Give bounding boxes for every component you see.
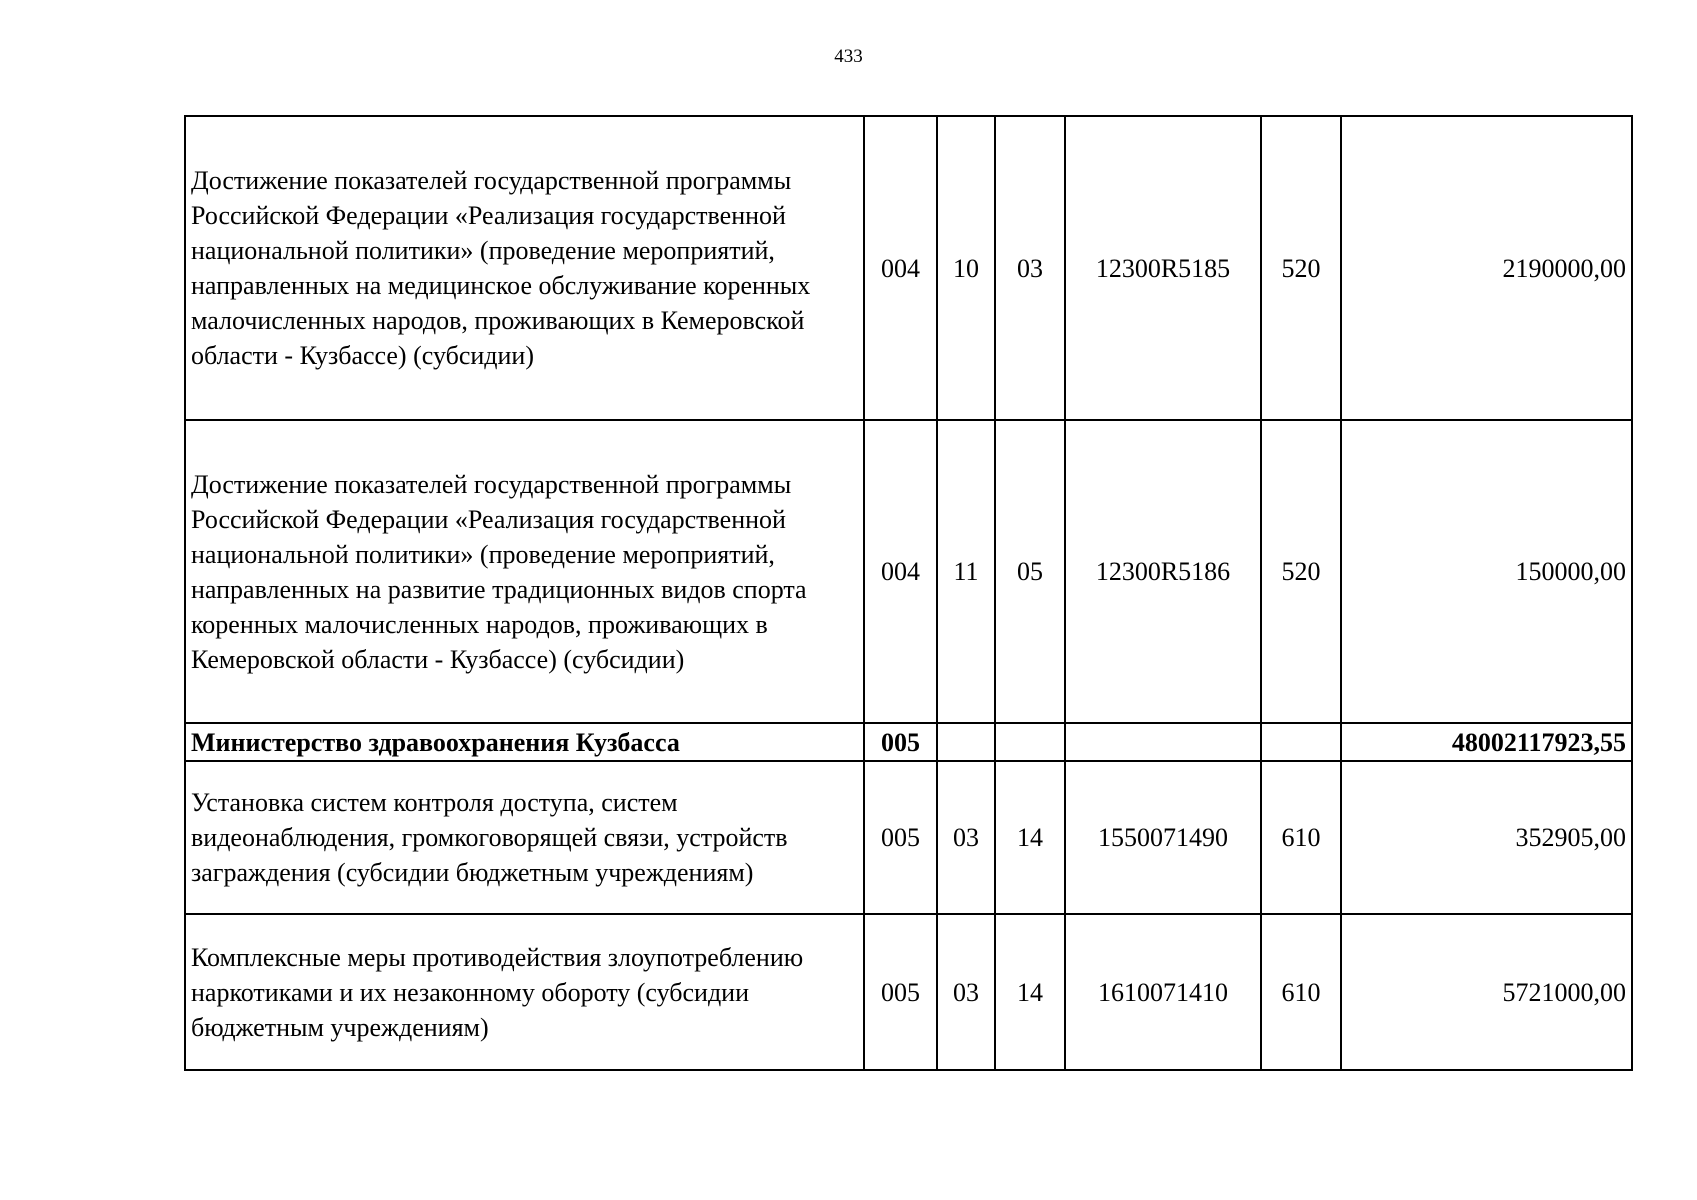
subsection-code: 14 [995,914,1065,1070]
amount: 352905,00 [1341,761,1632,914]
target-article-code: 12300R5185 [1065,116,1261,420]
target-article-code: 1610071410 [1065,914,1261,1070]
amount: 2190000,00 [1341,116,1632,420]
table-row [185,914,1632,1070]
section-code: 11 [937,420,995,723]
amount: 150000,00 [1341,420,1632,723]
amount: 48002117923,55 [1341,723,1632,761]
row-description: Министерство здравоохранения Кузбасса [185,723,864,761]
section-code: 10 [937,116,995,420]
table-row [185,420,1632,723]
expense-type-code [1261,723,1341,761]
page-number: 433 [834,46,863,67]
expense-type-code: 520 [1261,116,1341,420]
table-row [185,116,1632,420]
budget-table [184,115,1633,1071]
subsection-code: 03 [995,116,1065,420]
subsection-code: 14 [995,761,1065,914]
target-article-code: 12300R5186 [1065,420,1261,723]
section-code: 03 [937,914,995,1070]
ministry-code: 004 [864,420,937,723]
expense-type-code: 610 [1261,761,1341,914]
target-article-code [1065,723,1261,761]
ministry-code: 005 [864,914,937,1070]
amount: 5721000,00 [1341,914,1632,1070]
target-article-code: 1550071490 [1065,761,1261,914]
expense-type-code: 610 [1261,914,1341,1070]
subsection-code: 05 [995,420,1065,723]
ministry-code: 004 [864,116,937,420]
row-description: Достижение показателей государственной программы Российской Федерации «Реализация государственной национальной политики» (проведение мероприятий, направленных на медицинское обслуживание коренных малочисленных народов, проживающих в Кемеровской области - Кузбассе) (субсидии) [185,116,864,420]
table-row [185,761,1632,914]
row-description: Комплексные меры противодействия злоупотреблению наркотиками и их незаконному обороту (субсидии бюджетным учреждениям) [185,914,864,1070]
ministry-code: 005 [864,761,937,914]
ministry-code: 005 [864,723,937,761]
expense-type-code: 520 [1261,420,1341,723]
table-row [185,723,1632,761]
section-code [937,723,995,761]
section-code: 03 [937,761,995,914]
subsection-code [995,723,1065,761]
row-description: Достижение показателей государственной программы Российской Федерации «Реализация государственной национальной политики» (проведение мероприятий, направленных на развитие традиционных видов спорта коренных малочисленных народов, проживающих в Кемеровской области - Кузбассе) (субсидии) [185,420,864,723]
row-description: Установка систем контроля доступа, систем видеонаблюдения, громкоговорящей связи, устройств заграждения (субсидии бюджетным учреждениям) [185,761,864,914]
